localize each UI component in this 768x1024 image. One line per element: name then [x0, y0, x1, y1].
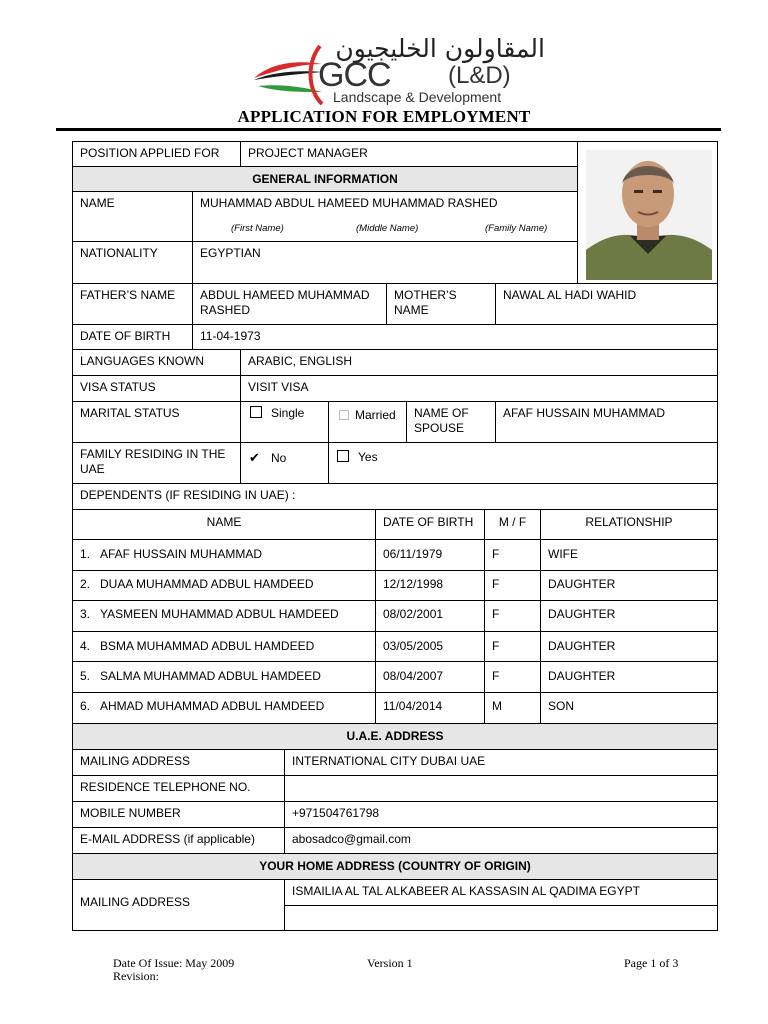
photo-cell	[577, 141, 718, 284]
dependent-dob[interactable]: 08/02/2001	[375, 600, 485, 632]
name-label: NAME	[72, 191, 193, 242]
no-label: No	[271, 451, 287, 465]
yes-label: Yes	[358, 450, 378, 464]
name-field[interactable]	[192, 191, 578, 242]
position-value[interactable]: PROJECT MANAGER	[240, 141, 578, 167]
family-name-hint: (Family Name)	[485, 223, 548, 234]
dob-label: DATE OF BIRTH	[72, 324, 193, 350]
residence-telephone-label: RESIDENCE TELEPHONE NO.	[72, 775, 285, 802]
dependent-name-cell[interactable]	[72, 600, 376, 632]
spouse-name-label: NAME OF SPOUSE	[406, 401, 496, 443]
visa-status-value[interactable]: VISIT VISA	[240, 375, 718, 402]
dependent-name-cell[interactable]	[72, 631, 376, 662]
dependent-name-cell[interactable]	[72, 692, 376, 724]
footer-date-of-issue: Date Of Issue: May 2009	[113, 956, 235, 970]
dependent-dob[interactable]: 08/04/2007	[375, 661, 485, 693]
dependent-name-cell[interactable]	[72, 570, 376, 601]
dependents-header-relationship: RELATIONSHIP	[540, 509, 718, 540]
dependent-name: AFAF HUSSAIN MUHAMMAD	[100, 547, 263, 561]
family-residing-no-option[interactable]	[240, 442, 329, 484]
dependent-relationship[interactable]: DAUGHTER	[540, 570, 718, 601]
dependent-relationship[interactable]: WIFE	[540, 539, 718, 571]
father-name-value[interactable]: ABDUL HAMEED MUHAMMAD RASHED	[192, 283, 387, 325]
dependent-name: DUAA MUHAMMAD ADBUL HAMDEED	[100, 577, 314, 591]
email-address-value[interactable]: abosadco@gmail.com	[284, 827, 718, 854]
marital-status-label: MARITAL STATUS	[72, 401, 241, 443]
applicant-photo	[578, 142, 717, 283]
footer-version: Version 1	[367, 956, 413, 970]
single-checkbox[interactable]	[250, 406, 262, 418]
title-divider	[56, 128, 721, 131]
visa-status-label: VISA STATUS	[72, 375, 241, 402]
mobile-number-label: MOBILE NUMBER	[72, 801, 285, 828]
email-address-label: E-MAIL ADDRESS (if applicable)	[72, 827, 285, 854]
dependents-header-sex: M / F	[484, 509, 541, 540]
footer-page-number: Page 1 of 3	[624, 956, 679, 970]
mobile-number-value[interactable]: +971504761798	[284, 801, 718, 828]
uae-mailing-address-value[interactable]: INTERNATIONAL CITY DUBAI UAE	[284, 749, 718, 776]
middle-name-hint: (Middle Name)	[356, 223, 419, 234]
name-value: MUHAMMAD ABDUL HAMEED MUHAMMAD RASHED	[200, 196, 498, 210]
row-number: 5.	[80, 669, 91, 683]
nationality-value[interactable]: EGYPTIAN	[192, 241, 578, 284]
dependent-dob[interactable]: 06/11/1979	[375, 539, 485, 571]
single-label: Single	[271, 406, 305, 420]
dependent-sex[interactable]: F	[484, 570, 541, 601]
mother-name-label: MOTHER’S NAME	[386, 283, 496, 325]
logo-gcc-text: GCC	[318, 56, 391, 94]
residence-telephone-value[interactable]	[284, 775, 718, 802]
family-residing-yes-option[interactable]	[328, 442, 718, 484]
dependent-relationship[interactable]: DAUGHTER	[540, 600, 718, 632]
dependent-sex[interactable]: F	[484, 661, 541, 693]
uae-mailing-address-label: MAILING ADDRESS	[72, 749, 285, 776]
row-number: 2.	[80, 577, 91, 591]
dependent-name: SALMA MUHAMMAD ADBUL HAMDEED	[100, 669, 321, 683]
dependent-name: BSMA MUHAMMAD ADBUL HAMDEED	[100, 639, 315, 653]
languages-label: LANGUAGES KNOWN	[72, 349, 241, 376]
father-name-label: FATHER’S NAME	[72, 283, 193, 325]
logo-arabic-text: المقاولون الخليجيون	[335, 34, 545, 63]
position-label: POSITION APPLIED FOR	[72, 141, 241, 167]
married-label: Married	[355, 408, 396, 422]
first-name-hint: (First Name)	[231, 223, 284, 234]
family-residing-label: FAMILY RESIDING IN THE UAE	[72, 442, 241, 484]
dependent-relationship[interactable]: SON	[540, 692, 718, 724]
row-number: 3.	[80, 607, 91, 621]
dependent-dob[interactable]: 11/04/2014	[375, 692, 485, 724]
dependents-label: DEPENDENTS (IF RESIDING IN UAE) :	[72, 483, 718, 510]
dependent-name-cell[interactable]	[72, 539, 376, 571]
spouse-name-value[interactable]: AFAF HUSSAIN MUHAMMAD	[495, 401, 718, 443]
marital-married-option[interactable]	[328, 401, 407, 443]
home-mailing-address-line2[interactable]	[284, 905, 718, 931]
marital-single-option[interactable]	[240, 401, 329, 443]
checkmark-icon[interactable]: ✔	[249, 450, 260, 465]
mother-name-value[interactable]: NAWAL AL HADI WAHID	[495, 283, 718, 325]
home-mailing-address-label: MAILING ADDRESS	[72, 879, 285, 931]
married-checkbox[interactable]	[339, 410, 349, 420]
section-general-information: GENERAL INFORMATION	[72, 166, 578, 192]
dependent-relationship[interactable]: DAUGHTER	[540, 631, 718, 662]
footer-revision: Revision:	[113, 969, 160, 983]
form-title: APPLICATION FOR EMPLOYMENT	[237, 107, 531, 126]
logo-subtitle: Landscape & Development	[333, 89, 502, 105]
dependents-header-name: NAME	[72, 509, 376, 540]
dependent-sex[interactable]: F	[484, 600, 541, 632]
dependent-sex[interactable]: M	[484, 692, 541, 724]
dependent-name: YASMEEN MUHAMMAD ADBUL HAMDEED	[100, 607, 339, 621]
dob-value[interactable]: 11-04-1973	[192, 324, 718, 350]
dependent-dob[interactable]: 03/05/2005	[375, 631, 485, 662]
row-number: 1.	[80, 547, 91, 561]
yes-checkbox[interactable]	[337, 450, 349, 462]
dependent-name: AHMAD MUHAMMAD ADBUL HAMDEED	[100, 699, 325, 713]
dependents-header-dob: DATE OF BIRTH	[375, 509, 485, 540]
row-number: 4.	[80, 639, 91, 653]
section-home-address: YOUR HOME ADDRESS (COUNTRY OF ORIGIN)	[72, 853, 718, 880]
dependent-relationship[interactable]: DAUGHTER	[540, 661, 718, 693]
nationality-label: NATIONALITY	[72, 241, 193, 284]
languages-value[interactable]: ARABIC, ENGLISH	[240, 349, 718, 376]
logo-ld-text: (L&D)	[448, 62, 511, 89]
dependent-sex[interactable]: F	[484, 539, 541, 571]
row-number: 6.	[80, 699, 91, 713]
section-uae-address: U.A.E. ADDRESS	[72, 723, 718, 750]
dependent-name-cell[interactable]	[72, 661, 376, 693]
dependent-dob[interactable]: 12/12/1998	[375, 570, 485, 601]
home-mailing-address-line1[interactable]: ISMAILIA AL TAL ALKABEER AL KASSASIN AL QADIMA EGYPT	[284, 879, 718, 906]
dependent-sex[interactable]: F	[484, 631, 541, 662]
